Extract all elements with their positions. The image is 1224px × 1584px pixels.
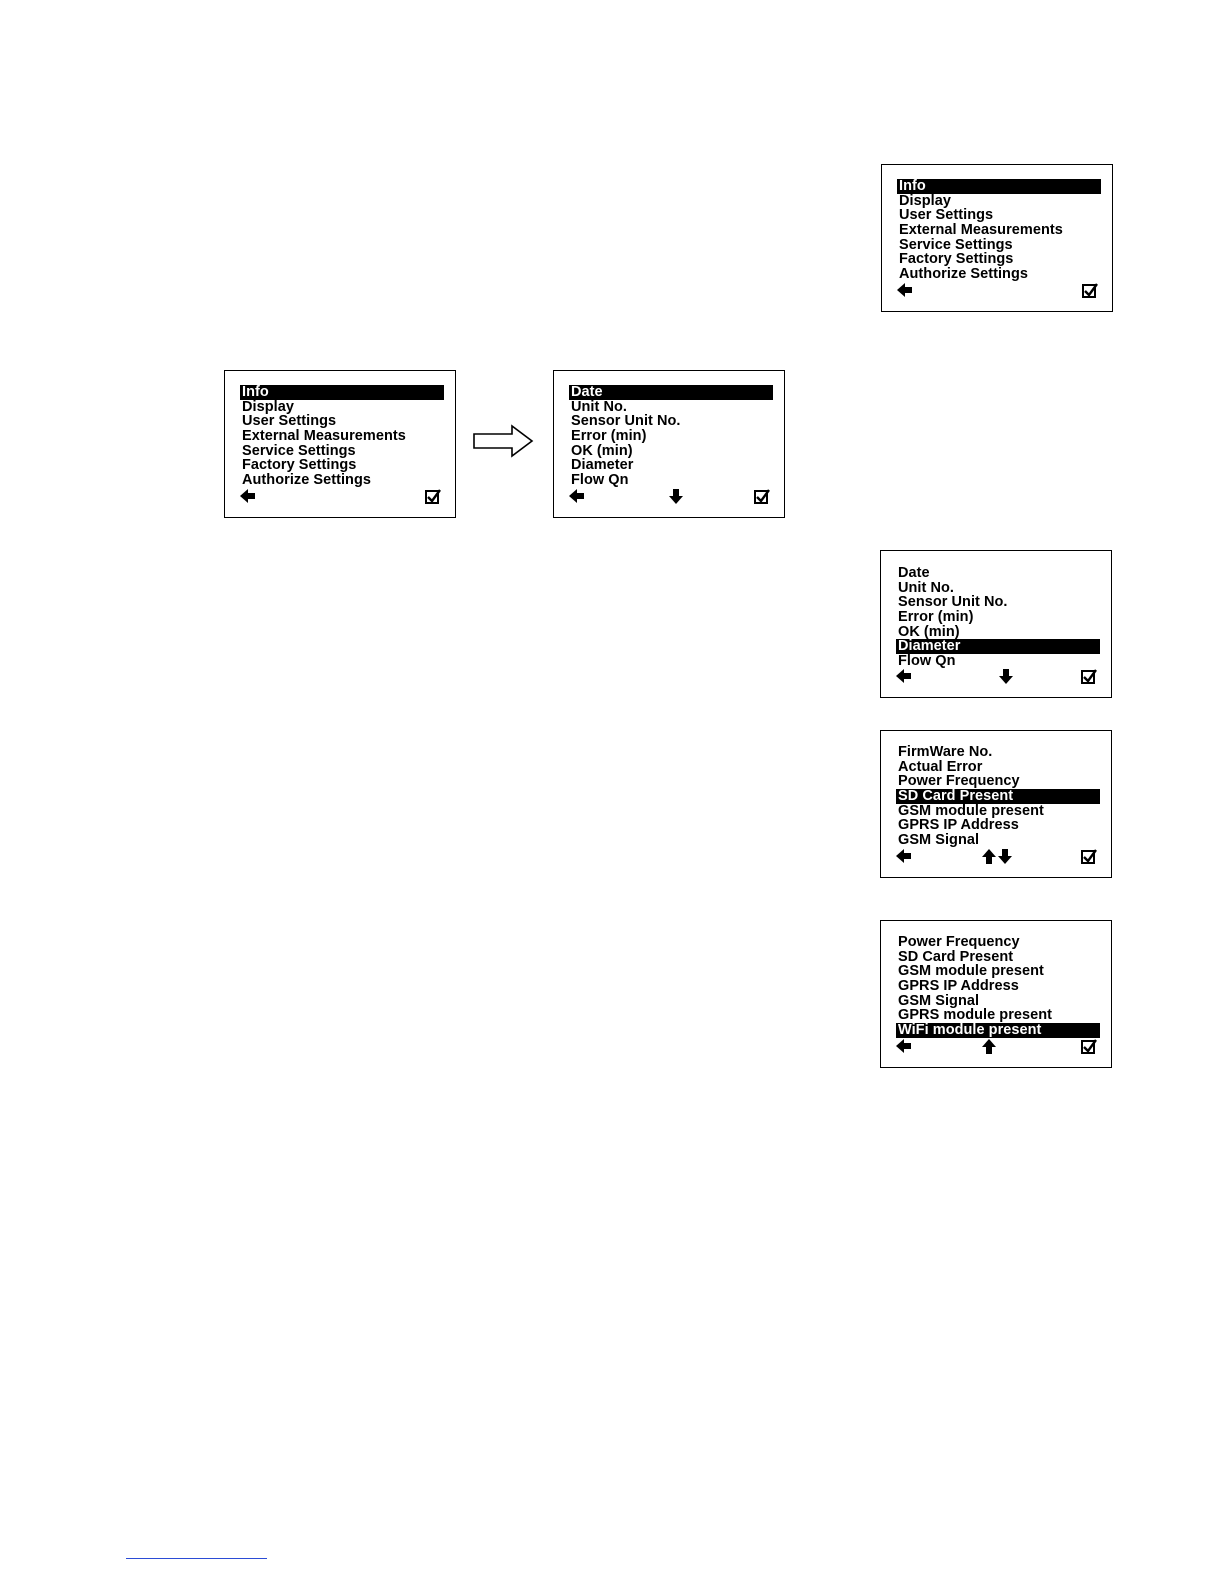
menu-item-gprs-ip-address[interactable]: GPRS IP Address: [898, 817, 1019, 834]
menu-item-date[interactable]: Date: [898, 565, 930, 581]
menu-item-ok-min[interactable]: OK (min): [571, 442, 633, 459]
menu-item-external-measurements[interactable]: External Measurements: [242, 428, 406, 445]
lcd-screen-info-sd-card: [880, 730, 1112, 878]
checkbox-icon[interactable]: [1082, 283, 1100, 299]
menu-item-display[interactable]: Display: [899, 192, 951, 209]
menu-item-gprs-ip-address[interactable]: GPRS IP Address: [898, 978, 1019, 995]
menu-item-diameter[interactable]: Diameter: [571, 457, 634, 474]
menu-item-sensor-unit-no[interactable]: Sensor Unit No.: [898, 594, 1008, 611]
checkbox-icon[interactable]: [1081, 849, 1099, 865]
nav-bar: [896, 1039, 1099, 1055]
menu-item-info[interactable]: Info: [240, 385, 444, 400]
nav-bar: [240, 489, 443, 505]
down-arrow-icon[interactable]: [999, 669, 1017, 685]
checkbox-icon[interactable]: [425, 489, 443, 505]
nav-bar: [896, 849, 1099, 865]
menu-item-ok-min[interactable]: OK (min): [898, 623, 960, 640]
menu-item-user-settings[interactable]: User Settings: [242, 413, 337, 430]
back-arrow-icon[interactable]: [896, 1039, 914, 1055]
menu-item-date[interactable]: Date: [569, 385, 773, 400]
menu-item-unit-no[interactable]: Unit No.: [571, 398, 627, 415]
right-arrow-outline-icon: [472, 424, 536, 463]
lcd-screen-info-diameter: [880, 550, 1112, 698]
menu-item-power-frequency[interactable]: Power Frequency: [898, 773, 1020, 790]
menu-item-sensor-unit-no[interactable]: Sensor Unit No.: [571, 413, 681, 430]
menu-list: [896, 935, 1100, 1038]
menu-item-gprs-module-present[interactable]: GPRS module present: [898, 1007, 1053, 1024]
menu-list: [896, 745, 1100, 848]
back-arrow-icon[interactable]: [896, 669, 914, 685]
lcd-screen-main-menu-top: [881, 164, 1113, 312]
menu-item-service-settings[interactable]: Service Settings: [242, 442, 356, 459]
back-arrow-icon[interactable]: [569, 489, 587, 505]
menu-item-unit-no[interactable]: Unit No.: [898, 579, 954, 596]
menu-item-display[interactable]: Display: [242, 398, 294, 415]
lcd-screen-info-wifi: [880, 920, 1112, 1068]
back-arrow-icon[interactable]: [897, 283, 915, 299]
menu-list: [569, 385, 773, 488]
nav-bar: [896, 669, 1099, 685]
back-arrow-icon[interactable]: [896, 849, 914, 865]
menu-item-sd-card-present[interactable]: SD Card Present: [896, 789, 1100, 804]
checkbox-icon[interactable]: [1081, 1039, 1099, 1055]
menu-item-actual-error[interactable]: Actual Error: [898, 758, 983, 775]
footnote-divider: [126, 1558, 267, 1559]
menu-item-error-min[interactable]: Error (min): [571, 428, 647, 445]
nav-bar: [569, 489, 772, 505]
menu-item-factory-settings[interactable]: Factory Settings: [899, 251, 1014, 268]
menu-item-flow-qn[interactable]: Flow Qn: [898, 653, 956, 670]
menu-item-firmware-no[interactable]: FirmWare No.: [898, 744, 993, 760]
menu-list: [896, 566, 1100, 669]
down-arrow-icon[interactable]: [669, 489, 687, 505]
menu-item-error-min[interactable]: Error (min): [898, 609, 974, 626]
menu-item-sd-card-present[interactable]: SD Card Present: [898, 948, 1014, 965]
menu-item-external-measurements[interactable]: External Measurements: [899, 222, 1063, 239]
menu-item-gsm-module-present[interactable]: GSM module present: [898, 963, 1044, 980]
menu-item-service-settings[interactable]: Service Settings: [899, 236, 1013, 253]
checkbox-icon[interactable]: [1081, 669, 1099, 685]
menu-item-gsm-signal[interactable]: GSM Signal: [898, 832, 980, 849]
back-arrow-icon[interactable]: [240, 489, 258, 505]
up-arrow-icon[interactable]: [982, 1039, 1000, 1055]
menu-item-gsm-module-present[interactable]: GSM module present: [898, 802, 1044, 819]
nav-bar: [897, 283, 1100, 299]
menu-item-wifi-module-present[interactable]: WiFi module present: [896, 1023, 1100, 1038]
menu-item-user-settings[interactable]: User Settings: [899, 207, 994, 224]
lcd-screen-main-menu: [224, 370, 456, 518]
menu-item-info[interactable]: Info: [897, 179, 1101, 194]
down-arrow-icon[interactable]: [998, 849, 1016, 865]
menu-item-authorize-settings[interactable]: Authorize Settings: [899, 266, 1028, 283]
menu-item-authorize-settings[interactable]: Authorize Settings: [242, 472, 371, 489]
menu-list: [240, 385, 444, 488]
lcd-screen-info-menu: [553, 370, 785, 518]
menu-item-power-frequency[interactable]: Power Frequency: [898, 934, 1020, 950]
menu-item-diameter[interactable]: Diameter: [896, 639, 1100, 654]
menu-item-gsm-signal[interactable]: GSM Signal: [898, 992, 980, 1009]
menu-item-factory-settings[interactable]: Factory Settings: [242, 457, 357, 474]
menu-list: [897, 179, 1101, 282]
menu-item-flow-qn[interactable]: Flow Qn: [571, 472, 629, 489]
checkbox-icon[interactable]: [754, 489, 772, 505]
